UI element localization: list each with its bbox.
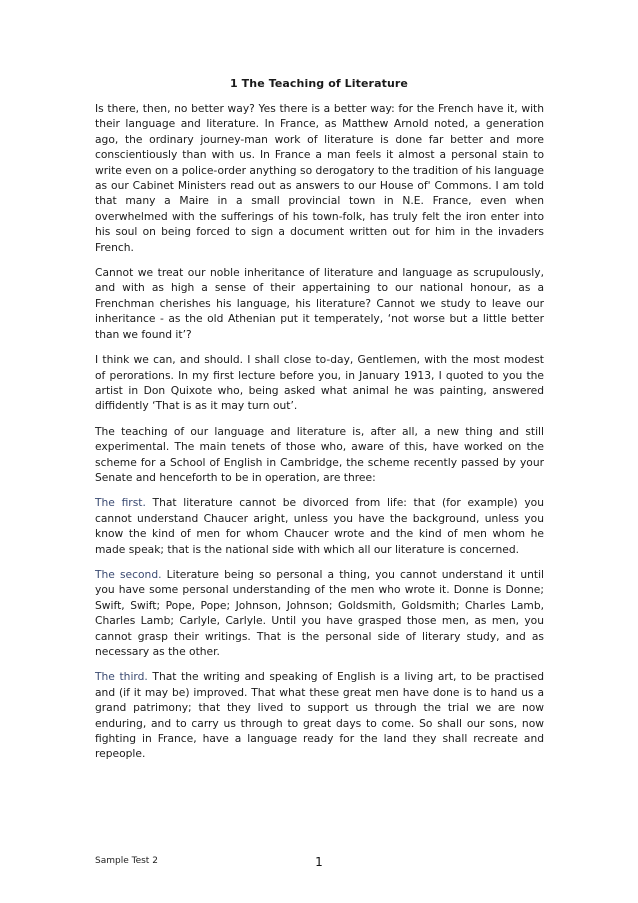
document-body [95, 101, 544, 772]
document-title: 1 The Teaching of Literature [230, 77, 408, 90]
page-number: 1 [315, 855, 323, 869]
paragraph-1: Is there, then, no better way? Yes there is a better way: for the French have it, with their language and literature. In France, as Matthew Arnold noted, a generation ago, the ordinary journey-man work of literature is done far better and more conscientiously than with us. In France a man feels it almost a personal stain to write even on a police-order anything so derogatory to the tradition of his language as our Cabinet Ministers read out as answers to our House of' Commons. I am told that many a Maire in a small provincial town in N.E. France, even when overwhelmed with the sufferings of his town-folk, has truly felt the iron enter into his soul on being forced to sign a document written out for him in the invaders French. [95, 102, 544, 254]
tenet-lead-second: The second. [95, 567, 162, 581]
paragraph-4: The teaching of our language and literature is, after all, a new thing and still experimental. The main tenets of those who, aware of this, have worked on the scheme for a School of English in Cambridge, the scheme recently passed by your Senate and henceforth to be in operation, are three: [95, 424, 544, 484]
paragraph-3: I think we can, and should. I shall close to-day, Gentlemen, with the most modest of perorations. In my first lecture before you, in January 1913, I quoted to you the artist in Don Quixote who, being asked what animal he was painting, answered diffidently ‘That is as it may turn out’. [95, 353, 544, 413]
tenet-lead-first: The first. [95, 496, 146, 510]
tenet-text-third: That the writing and speaking of English is a living art, to be practised and (if it may be) improved. That what these great men have done is to hand us a grand patrimony; that they lived to support us through the trial we are now enduring, and to carry us through to great days to come. So shall our sons, now fighting in France, have a language ready for the land they shall recreate and repeople. [95, 670, 544, 761]
tenet-text-second: Literature being so personal a thing, you cannot understand it until you have some personal understanding of the men who wrote it. Donne is Donne; Swift, Swift; Pope, Pope; Johnson, Johnson; Goldsmith, Goldsmith; Charles Lamb, Charles Lamb; Carlyle, Carlyle. Until you have grasped those men, as men, you cannot grasp their writings. That is the personal side of literary study, and as necessary as the other. [95, 567, 545, 658]
paragraph-second-tenet [95, 567, 544, 659]
paragraph-third-tenet [95, 669, 544, 761]
paragraph-first-tenet [95, 495, 544, 557]
footer-label: Sample Test 2 [95, 856, 158, 866]
tenet-lead-third: The third. [95, 670, 148, 684]
paragraph-2: Cannot we treat our noble inheritance of literature and language as scrupulously, and with as high a sense of their appertaining to our national honour, as a Frenchman cherishes his language, his literature? Cannot we study to leave our inheritance - as the old Athenian put it temperately, ‘not worse but a little better than we found it’? [95, 266, 544, 341]
tenet-text-first: That literature cannot be divorced from life: that (for example) you cannot understand Chaucer aright, unless you have the background, unless you know the kind of men for whom Chaucer wrote and the kind of men whom he made speak; that is the national side with which all our literature is concerned. [95, 496, 544, 556]
